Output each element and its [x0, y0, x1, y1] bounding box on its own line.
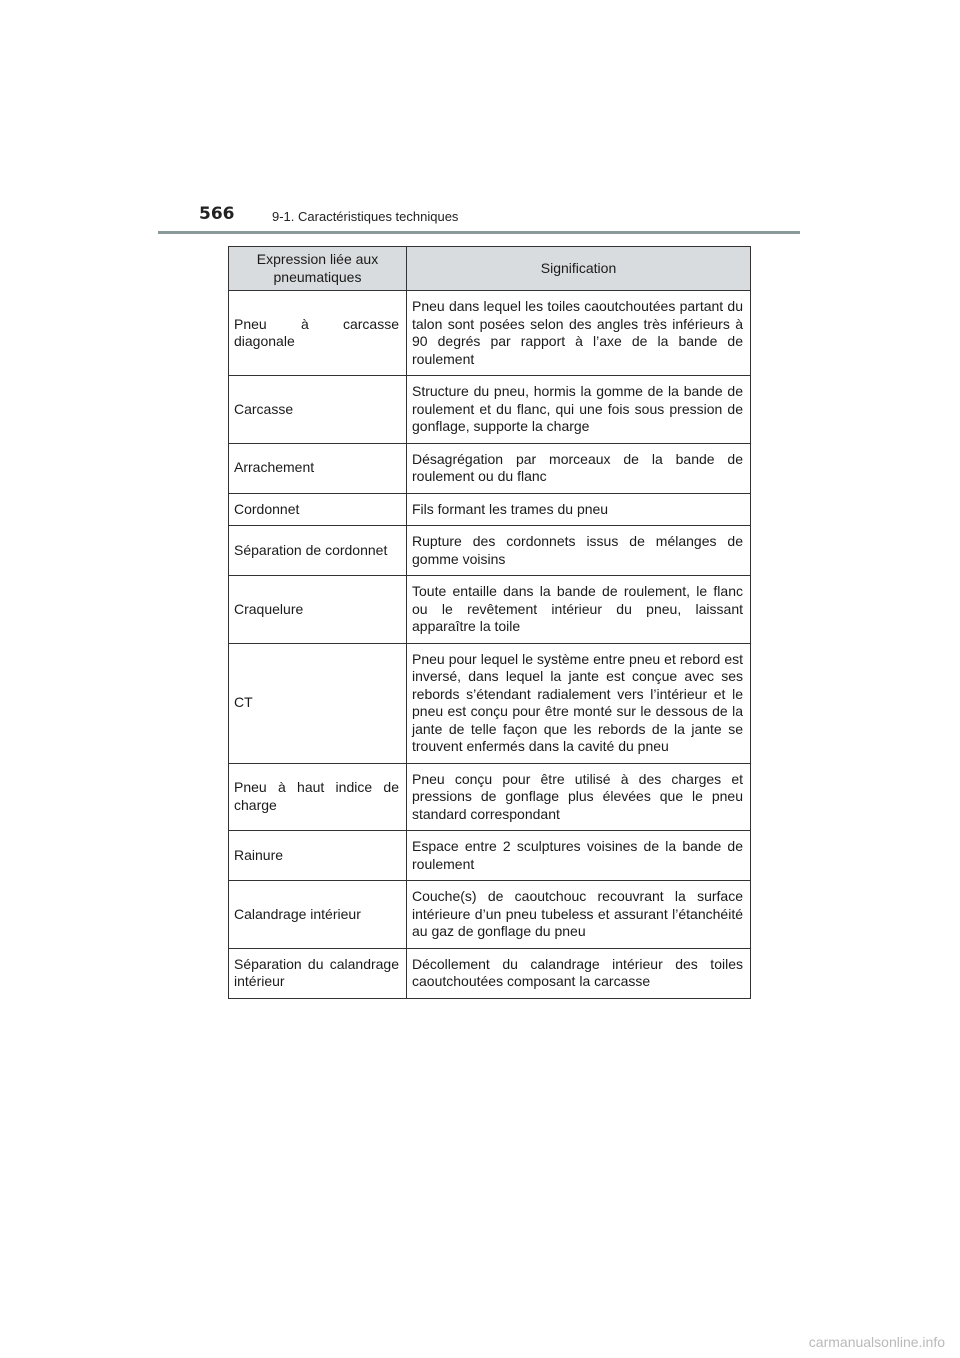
meaning-cell: Pneu conçu pour être utilisé à des charges et pressions de gonflage plus élevées que le pneu standard correspondant: [407, 763, 751, 831]
column-header-meaning: Signification: [407, 247, 751, 291]
term-cell: Carcasse: [229, 376, 407, 444]
meaning-cell: Structure du pneu, hormis la gomme de la bande de roulement et du flanc, qui une fois sous pression de gonflage, supporte la charge: [407, 376, 751, 444]
page-number: 566: [199, 204, 235, 224]
term-cell: Calandrage intérieur: [229, 881, 407, 949]
table-row: [229, 763, 751, 831]
term-cell: Craquelure: [229, 576, 407, 644]
table-row: [229, 576, 751, 644]
table-row: [229, 376, 751, 444]
meaning-cell: Pneu dans lequel les toiles caoutchoutées partant du talon sont posées selon des angles très inférieurs à 90 degrés par rapport à l’axe de la bande de roulement: [407, 291, 751, 376]
table-header-row: [229, 247, 751, 291]
meaning-cell: Espace entre 2 sculptures voisines de la bande de roulement: [407, 831, 751, 881]
term-cell: Rainure: [229, 831, 407, 881]
footer-watermark: carmanualsonline.info: [808, 1334, 945, 1350]
term-cell: Séparation de cordonnet: [229, 526, 407, 576]
header-rule: [158, 231, 800, 234]
table-row: [229, 831, 751, 881]
meaning-cell: Pneu pour lequel le système entre pneu et rebord est inversé, dans lequel la jante est conçue avec ses rebords s’étendant radialement vers l’intérieur et le pneu est conçu pour être monté sur le dessous de la jante de telle façon que les rebords de la jante se trouvent enfermés dans la cavité du pneu: [407, 643, 751, 763]
meaning-cell: Désagrégation par morceaux de la bande de roulement ou du flanc: [407, 443, 751, 493]
meaning-cell: Couche(s) de caoutchouc recouvrant la surface intérieure d’un pneu tubeless et assurant l’étanchéité au gaz de gonflage du pneu: [407, 881, 751, 949]
table-row: [229, 948, 751, 998]
meaning-cell: Rupture des cordonnets issus de mélanges de gomme voisins: [407, 526, 751, 576]
tire-terminology-table: [228, 246, 751, 999]
term-cell: Pneu à carcasse diagonale: [229, 291, 407, 376]
section-title: 9-1. Caractéristiques techniques: [272, 209, 459, 224]
table-row: [229, 291, 751, 376]
table-row: [229, 443, 751, 493]
table-row: [229, 526, 751, 576]
meaning-cell: Toute entaille dans la bande de roulement, le flanc ou le revêtement intérieur du pneu, laissant apparaître la toile: [407, 576, 751, 644]
table-row: [229, 881, 751, 949]
column-header-term: Expression liée aux pneumatiques: [229, 247, 407, 291]
term-cell: Séparation du calandrage intérieur: [229, 948, 407, 998]
term-cell: Cordonnet: [229, 493, 407, 526]
meaning-cell: Décollement du calandrage intérieur des toiles caoutchoutées composant la carcasse: [407, 948, 751, 998]
term-cell: Pneu à haut indice de charge: [229, 763, 407, 831]
table-row: [229, 493, 751, 526]
table-row: [229, 643, 751, 763]
term-cell: Arrachement: [229, 443, 407, 493]
meaning-cell: Fils formant les trames du pneu: [407, 493, 751, 526]
term-cell: CT: [229, 643, 407, 763]
